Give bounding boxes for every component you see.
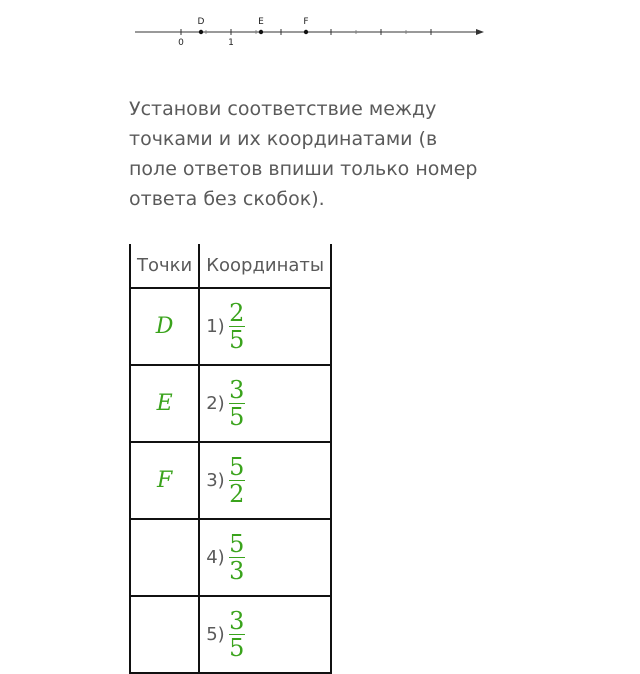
table-row [130,596,331,673]
point-letter: E [156,391,173,416]
option-number: 1) [206,316,225,337]
fraction-numerator: 2 [229,299,245,327]
option-number: 2) [206,393,225,414]
fraction-numerator: 5 [229,530,245,558]
coordinate-cell [199,365,331,442]
fraction-denominator: 3 [229,557,245,585]
fraction-denominator: 5 [229,403,245,431]
coordinate-option [200,531,330,584]
point-cell [130,519,199,596]
option-number: 3) [206,470,225,491]
fraction [229,608,245,661]
point-d-dot [199,30,203,34]
matching-table [129,244,332,674]
fraction [229,300,245,353]
tick-label-0: 0 [178,38,184,48]
option-number: 4) [206,547,225,568]
table-row [130,519,331,596]
header-points: Точки [130,244,199,288]
point-letter: D [155,314,174,339]
fraction [229,531,245,584]
point-cell [130,442,199,519]
point-f-dot [304,30,308,34]
point-letter: F [156,468,173,493]
point-f-label: F [303,17,309,27]
fraction-numerator: 5 [229,453,245,481]
point-cell [130,596,199,673]
fraction-denominator: 2 [229,480,245,508]
fraction [229,377,245,430]
coordinate-cell [199,519,331,596]
fraction-numerator: 3 [229,607,245,635]
number-line-arrow [476,29,484,35]
tick-label-1: 1 [228,38,234,48]
fraction-denominator: 5 [229,634,245,662]
fraction [229,454,245,507]
table-row [130,365,331,442]
header-coordinates: Координаты [199,244,331,288]
table-header-row [130,244,331,288]
point-cell [130,365,199,442]
fraction-numerator: 3 [229,376,245,404]
coordinate-option [200,454,330,507]
task-text: Установи соответствие между точками и их координатами (в поле ответов впиши только номер ответа без скобок). [129,98,478,210]
table-row [130,288,331,365]
option-number: 5) [206,624,225,645]
coordinate-cell [199,442,331,519]
point-cell [130,288,199,365]
number-line [0,0,640,60]
coordinate-option [200,377,330,430]
point-d-label: D [197,17,205,27]
coordinate-cell [199,288,331,365]
coordinate-option [200,608,330,661]
coordinate-cell [199,596,331,673]
table-row [130,442,331,519]
point-e-dot [259,30,263,34]
fraction-denominator: 5 [229,326,245,354]
coordinate-option [200,300,330,353]
point-e-label: E [258,17,264,27]
